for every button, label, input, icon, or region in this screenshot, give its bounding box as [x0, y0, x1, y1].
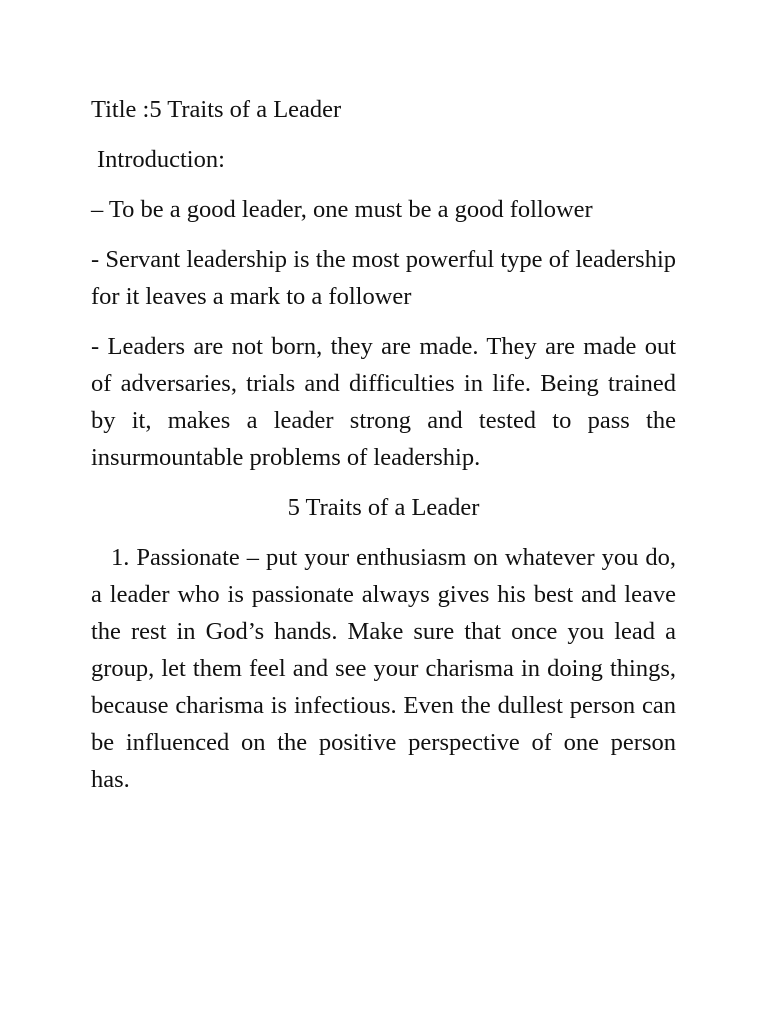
intro-bullet-2: - Servant leadership is the most powerful type of leadership for it leaves a mark to a follower — [91, 246, 676, 310]
introduction-label: Introduction: — [97, 146, 225, 173]
intro-bullet-1: – To be a good leader, one must be a good follower — [91, 196, 593, 223]
trait-item-1: 1. Passionate – put your enthusiasm on whatever you do, a leader who is passionate always gives his best and leave the rest in God’s hands. Make sure that once you lead a group, let them feel and see your charisma in doing things, because charisma is infectious. Even the dullest person can be influenced on the positive perspective of one person has. — [91, 544, 676, 793]
intro-bullet-3: - Leaders are not born, they are made. They are made out of adversaries, trials and difficulties in life. Being trained by it, makes a leader strong and tested to pass the insurmountable problems of leadership. — [91, 333, 676, 471]
section-heading: 5 Traits of a Leader — [287, 494, 480, 521]
document-title: Title :5 Traits of a Leader — [91, 96, 342, 123]
document-page — [91, 91, 676, 798]
